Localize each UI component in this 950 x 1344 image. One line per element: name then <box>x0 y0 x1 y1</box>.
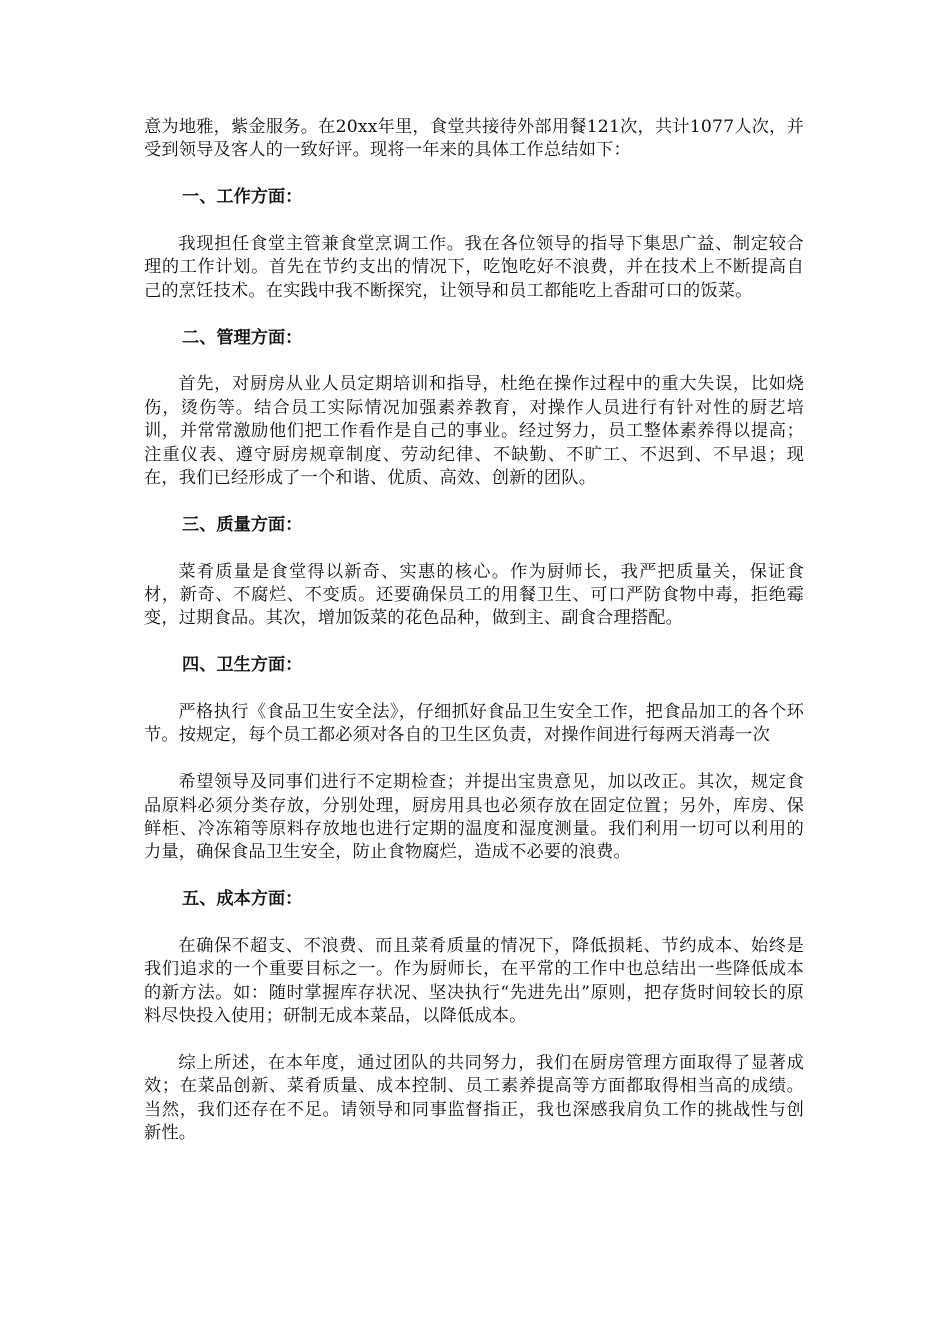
section-body-hygiene-1: 严格执行《食品卫生安全法》，仔细抓好食品卫生安全工作，把食品加工的各个环节。按规定，每个员工都必须对各自的卫生区负责，对操作间进行每两天消毒一次 <box>144 702 804 746</box>
section-heading-management: 二、管理方面： <box>182 327 303 348</box>
spacer <box>144 912 804 935</box>
spacer <box>144 748 804 771</box>
spacer <box>144 631 804 654</box>
intro-paragraph: 意为地雅，紫金服务。在20xx年里，食堂共接待外部用餐121次，共计1077人次，并受到领导及客人的一致好评。现将一年来的具体工作总结如下： <box>144 117 804 161</box>
spacer <box>144 350 804 373</box>
spacer <box>144 537 804 560</box>
section-heading-hygiene: 四、卫生方面： <box>182 655 303 676</box>
spacer <box>144 490 804 513</box>
section-body-quality: 菜肴质量是食堂得以新奇、实惠的核心。作为厨师长，我严把质量关，保证食材，新奇、不腐烂、不变质。还要确保员工的用餐卫生、可口严防食物中毒，拒绝霉变，过期食品。其次，增加饭菜的花色品种，做到主、副食合理搭配。 <box>144 561 804 629</box>
spacer <box>144 865 804 888</box>
section-heading-quality: 三、质量方面： <box>182 514 303 535</box>
spacer <box>144 678 804 701</box>
section-body-hygiene-2: 希望领导及同事们进行不定期检查；并提出宝贵意见，加以改正。其次，规定食品原料必须分类存放，分别处理，厨房用具也必须存放在固定位置；另外，库房、保鲜柜、冷冻箱等原料存放地也进行定期的温度和湿度测量。我们利用一切可以利用的力量，确保食品卫生安全，防止食物腐烂，造成不必要的浪费。 <box>144 772 804 863</box>
spacer <box>144 210 804 233</box>
section-body-cost-1: 在确保不超支、不浪费、而且菜肴质量的情况下，降低损耗、节约成本、始终是我们追求的一个重要目标之一。作为厨师长，在平常的工作中也总结出一些降低成本的新方法。如：随时掌握库存状况、坚决执行“先进先出”原则，把存货时间较长的原料尽快投入使用；研制无成本菜品，以降低成本。 <box>144 936 804 1027</box>
spacer <box>144 303 804 326</box>
document-page <box>144 116 804 1146</box>
conclusion-paragraph: 综上所述，在本年度，通过团队的共同努力，我们在厨房管理方面取得了显著成效；在菜品创新、菜肴质量、成本控制、员工素养提高等方面都取得相当高的成绩。当然，我们还存在不足。请领导和同事监督指正，我也深感我肩负工作的挑战性与创新性。 <box>144 1053 804 1144</box>
section-heading-cost: 五、成本方面： <box>182 889 303 910</box>
spacer <box>144 163 804 186</box>
section-body-work: 我现担任食堂主管兼食堂烹调工作。我在各位领导的指导下集思广益、制定较合理的工作计划。首先在节约支出的情况下，吃饱吃好不浪费，并在技术上不断提高自己的烹饪技术。在实践中我不断探究，让领导和员工都能吃上香甜可口的饭菜。 <box>144 234 804 301</box>
spacer <box>144 1029 804 1052</box>
section-body-management: 首先，对厨房从业人员定期培训和指导，杜绝在操作过程中的重大失误，比如烧伤，烫伤等。结合员工实际情况加强素养教育，对操作人员进行有针对性的厨艺培训，并常常激励他们把工作看作是自己的事业。经过努力，员工整体素养得以提高；注重仪表、遵守厨房规章制度、劳动纪律、不缺勤、不旷工、不迟到、不早退；现在，我们已经形成了一个和谐、优质、高效、创新的团队。 <box>144 374 804 489</box>
section-heading-work: 一、工作方面： <box>182 187 303 208</box>
